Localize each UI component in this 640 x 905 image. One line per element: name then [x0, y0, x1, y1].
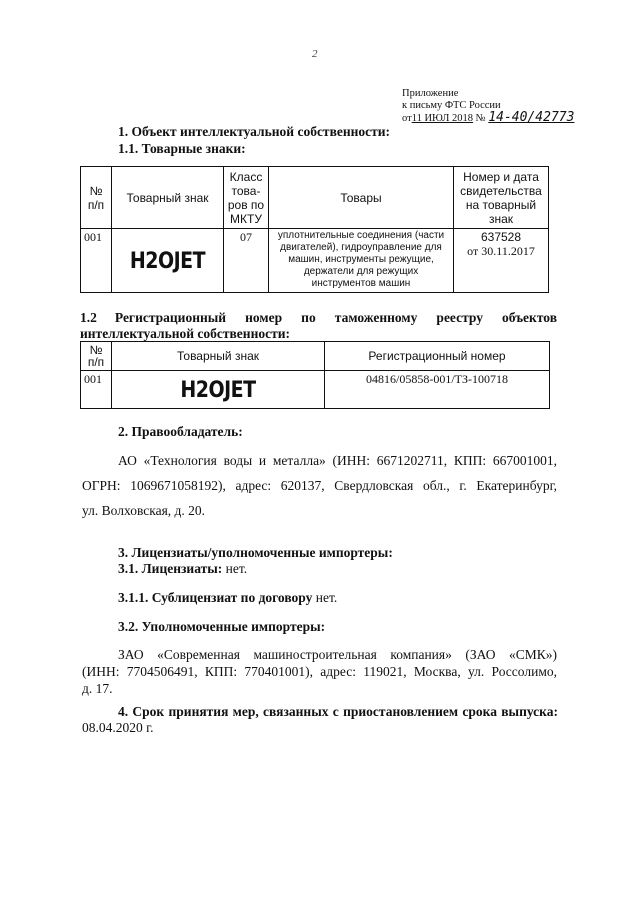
section31-value: нет.	[225, 561, 248, 576]
annex-date-prefix: от	[402, 113, 412, 124]
section311-line	[118, 590, 337, 606]
section2-body	[82, 448, 557, 523]
section4-value: 08.04.2020 г.	[82, 720, 154, 735]
annex-number-prefix: №	[475, 113, 486, 124]
section32-title: 3.2. Уполномоченные импортеры:	[118, 619, 326, 634]
annex-header	[402, 88, 574, 125]
section12-title-line2: интеллектуальной собственности:	[80, 326, 290, 341]
section2-line2: ОГРН: 1069671058192), адрес: 620137, Свердловская обл., г. Екатеринбург,	[82, 478, 557, 493]
section32-body	[82, 646, 557, 697]
th-registration-number: Регистрационный номер	[325, 342, 550, 371]
th-trademark: Товарный знак	[112, 167, 224, 229]
annex-date-line	[402, 112, 574, 125]
section12-number: 1.2	[80, 310, 97, 325]
section1-subtitle: 1.1. Товарные знаки:	[118, 141, 246, 156]
h2ojet-logo: H2OJET	[180, 376, 256, 403]
cell-num: 001	[81, 229, 112, 293]
section311-label: 3.1.1. Сублицензиат по договору	[118, 590, 313, 605]
section1-title: 1. Объект интеллектуальной собственности:	[118, 124, 391, 139]
annex-line1: Приложение	[402, 88, 459, 99]
cert-date: от 30.11.2017	[467, 244, 535, 258]
section32-line3: д. 17.	[82, 681, 113, 696]
cell-registration-number: 04816/05858-001/ТЗ-100718	[325, 371, 550, 409]
section31-label: 3.1. Лицензиаты:	[118, 561, 223, 576]
section2-title: 2. Правообладатель:	[118, 424, 243, 439]
trademarks-table	[80, 166, 549, 293]
section2-line1: АО «Технология воды и металла» (ИНН: 6671202711, КПП: 667001001,	[118, 453, 557, 468]
cell-num: 001	[81, 371, 112, 409]
section12-title-text: Регистрационный номер по таможенному реестру объектов	[114, 310, 557, 325]
table-row	[81, 229, 549, 293]
section32-line2: (ИНН: 7704506491, КПП: 770401001), адрес: 119021, Москва, ул. Россолимо,	[82, 664, 557, 679]
section31-line	[118, 561, 247, 577]
th-class: Класс това-ров по МКТУ	[224, 167, 269, 229]
th-trademark: Товарный знак	[112, 342, 325, 371]
cert-number: 637528	[480, 230, 522, 244]
annex-date: 11 ИЮЛ 2018	[411, 113, 474, 124]
th-certificate: Номер и дата свидетельства на товарный знак	[454, 167, 549, 229]
cell-goods: уплотнительные соединения (части двигателей), гидроуправление для машин, инструменты режущие, держатели для режущих инструментов машин	[269, 229, 454, 293]
section311-value: нет.	[315, 590, 338, 605]
registry-table	[80, 341, 550, 409]
section4-title: 4. Срок принятия мер, связанных с приостановлением срока выпуска:	[118, 704, 558, 719]
section12-title	[80, 310, 557, 326]
annex-number: 14-40/42773	[488, 110, 575, 125]
cell-class: 07	[224, 229, 269, 293]
th-goods: Товары	[269, 167, 454, 229]
table-row	[81, 371, 550, 409]
cell-logo	[112, 229, 224, 293]
cell-certificate	[454, 229, 549, 293]
section32-line1: ЗАО «Современная машиностроительная компания» (ЗАО «СМК»)	[118, 647, 557, 662]
cell-logo	[112, 371, 325, 409]
th-num: № п/п	[81, 167, 112, 229]
section3-title: 3. Лицензиаты/уполномоченные импортеры:	[118, 545, 393, 560]
h2ojet-logo: H2OJET	[129, 247, 206, 274]
th-num: № п/п	[81, 342, 112, 371]
page-number-mark: 2	[312, 48, 318, 60]
section2-line3: ул. Волховская, д. 20.	[82, 503, 206, 518]
annex-line2: к письму ФТС России	[402, 100, 501, 111]
